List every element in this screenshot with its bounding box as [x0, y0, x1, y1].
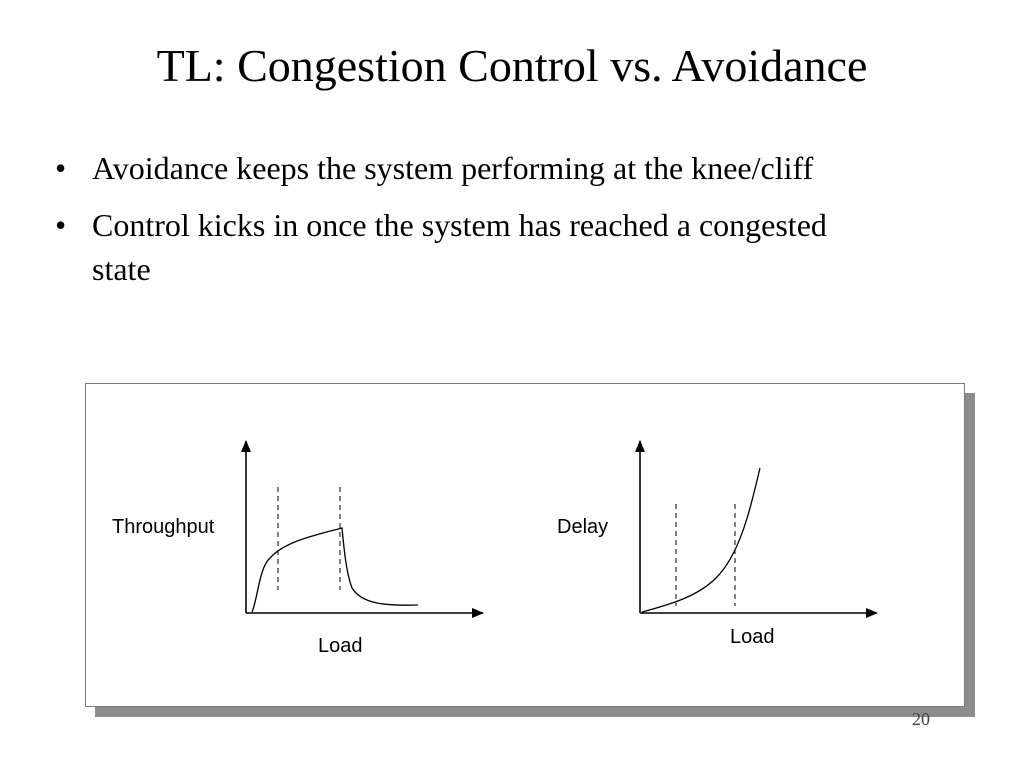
- delay-axis-label: Delay: [557, 516, 609, 538]
- slide-title: TL: Congestion Control vs. Avoidance: [156, 40, 868, 91]
- delay-curve: [642, 468, 760, 612]
- delay-load-label: Load: [730, 626, 775, 648]
- throughput-axis-label: Throughput: [112, 516, 215, 538]
- throughput-curve: [252, 528, 418, 612]
- throughput-plot: [112, 441, 483, 657]
- throughput-load-label: Load: [318, 635, 363, 657]
- bullet-dot: •: [55, 150, 67, 186]
- bullet-dot: •: [55, 207, 67, 243]
- delay-plot: [557, 441, 877, 648]
- page-number: 20: [912, 709, 930, 729]
- bullet-text: Avoidance keeps the system performing at the knee/cliff: [92, 150, 814, 186]
- bullet-text: Control kicks in once the system has reached a congested state: [92, 207, 827, 287]
